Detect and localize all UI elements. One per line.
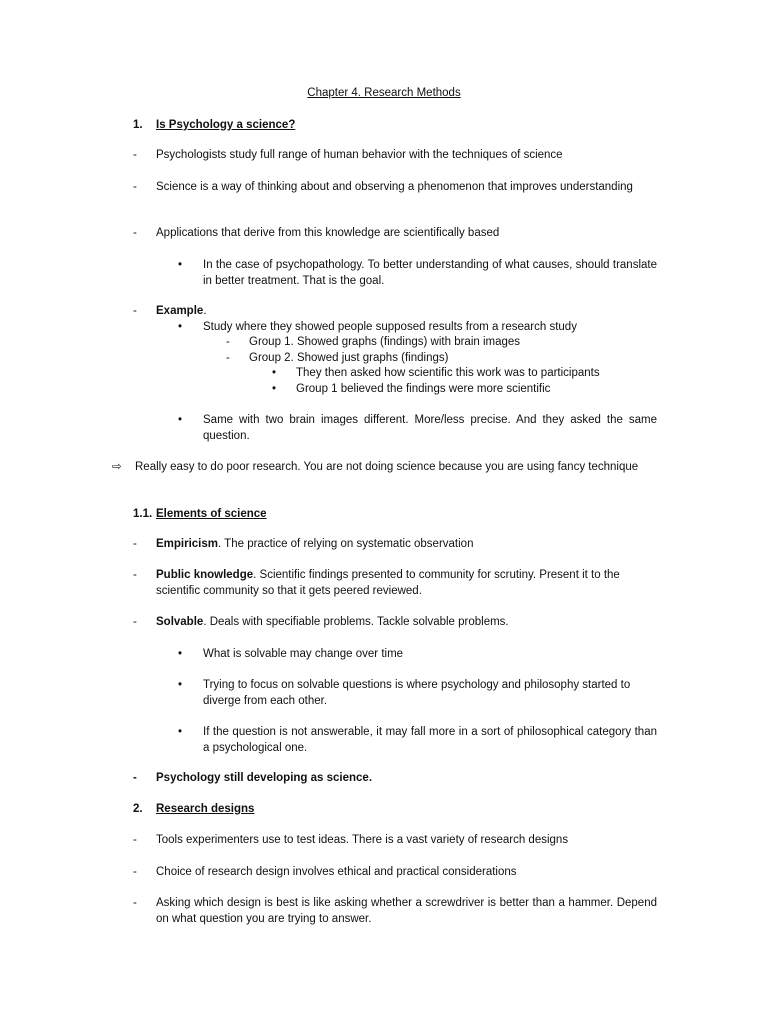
dash-marker: - [133,616,137,628]
list-item: Choice of research design involves ethical and practical considerations [156,866,517,878]
term-solvable: Solvable [156,616,204,628]
bullet-marker: • [178,414,183,426]
dash-marker: - [133,305,137,317]
list-item-public-knowledge [156,568,657,599]
section-1-heading: Is Psychology a science? [156,119,296,131]
list-item: In the case of psychopathology. To better understanding of what causes, should translate in better treatment. That is the goal. [203,259,657,287]
dash-marker: - [133,897,137,909]
dash-marker: - [133,227,137,239]
example-label: Example [156,305,204,317]
list-item: What is solvable may change over time [203,648,404,660]
dash-marker: - [133,866,137,878]
dash-marker: - [226,352,230,364]
list-item: Study where they showed people supposed results from a research study [203,321,577,333]
bullet-marker: • [178,648,183,660]
list-item-empiricism [156,537,657,553]
section-1-number: 1. [133,119,143,131]
list-item: If the question is not answerable, it may fall more in a sort of philosophical category than a psychological one. [203,726,657,754]
list-item-solvable [156,615,657,631]
section-2-heading: Research designs [156,803,255,815]
list-item: Science is a way of thinking about and observing a phenomenon that improves understanding [156,181,633,193]
definition-solvable: . Deals with specifiable problems. Tackle solvable problems. [203,616,509,628]
list-item: Psychology still developing as science. [156,772,373,784]
list-item: Group 1. Showed graphs (findings) with brain images [249,336,521,348]
definition-empiricism: . The practice of relying on systematic observation [218,538,474,550]
list-item: Tools experimenters use to test ideas. There is a vast variety of research designs [156,834,569,846]
list-item: Group 1 believed the findings were more scientific [296,383,551,395]
dash-marker: - [133,538,137,550]
page-title: Chapter 4. Research Methods [307,87,461,99]
list-item: Asking which design is best is like asking whether a screwdriver is better than a hammer. Depend on what question you are trying to answer. [156,897,657,925]
dash-marker: - [133,772,137,784]
bullet-marker: • [272,383,277,395]
bullet-marker: • [178,321,183,333]
bullet-marker: • [178,726,183,738]
example-heading [156,304,207,320]
dash-marker: - [133,149,137,161]
definition-public-knowledge: . Scientific findings presented to community for scrutiny. Present it to the scientific community so that it gets peered reviewed. [156,569,620,597]
bullet-marker: • [178,679,183,691]
arrow-note: Really easy to do poor research. You are not doing science because you are using fancy technique [135,461,639,473]
list-item: Group 2. Showed just graphs (findings) [249,352,449,364]
list-item: They then asked how scientific this work was to participants [296,367,600,379]
section-1-1-number: 1.1. [133,508,153,520]
list-item: Psychologists study full range of human behavior with the techniques of science [156,149,563,161]
dash-marker: - [133,181,137,193]
section-2-number: 2. [133,803,143,815]
section-1-1-heading: Elements of science [156,508,267,520]
bullet-marker: • [178,259,183,271]
term-empiricism: Empiricism [156,538,218,550]
example-period: . [203,305,207,317]
dash-marker: - [133,569,137,581]
list-item: Applications that derive from this knowledge are scientifically based [156,227,500,239]
arrow-marker: ⇨ [112,461,122,473]
bullet-marker: • [272,367,277,379]
list-item: Trying to focus on solvable questions is where psychology and philosophy started to diverge from each other. [203,679,631,707]
dash-marker: - [133,834,137,846]
term-public-knowledge: Public knowledge [156,569,254,581]
list-item: Same with two brain images different. More/less precise. And they asked the same question. [203,414,657,442]
dash-marker: - [226,336,230,348]
